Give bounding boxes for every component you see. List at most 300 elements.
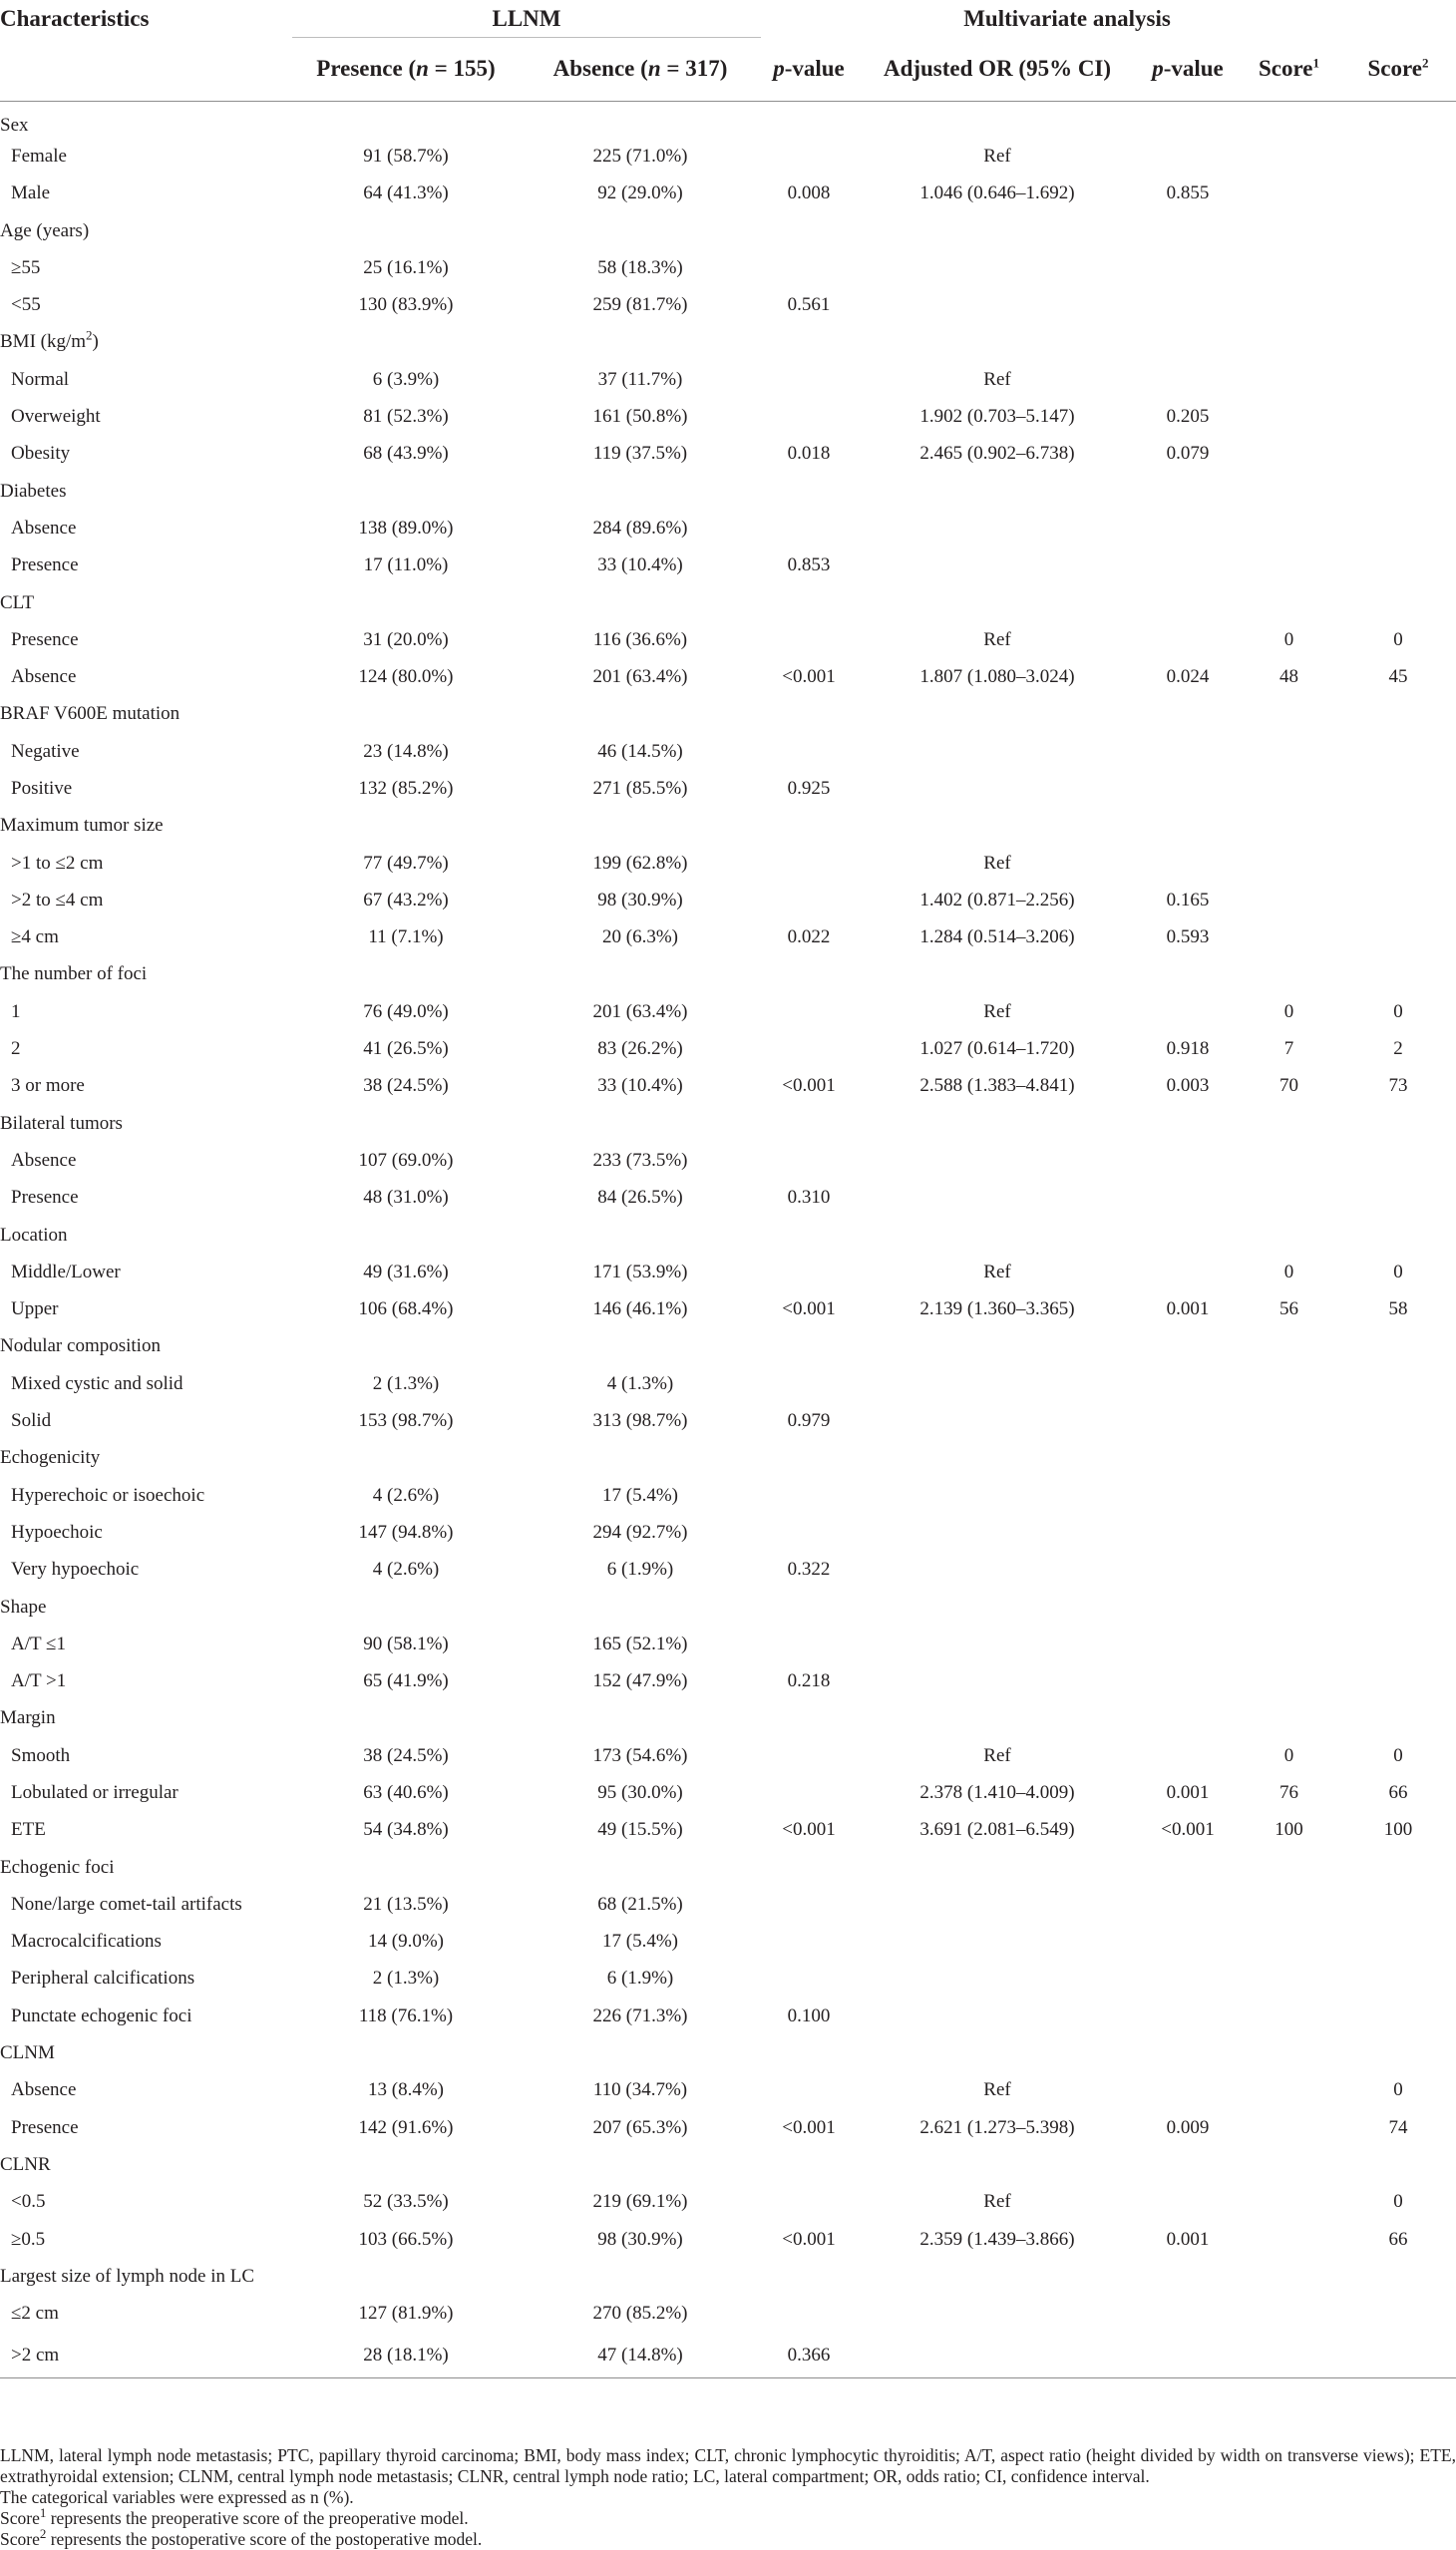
adjusted-or-cell [857, 808, 1138, 845]
category-row [0, 808, 1456, 845]
absence-cell: 233 (73.5%) [592, 1149, 688, 1171]
adjusted-or-cell [857, 212, 1138, 249]
score2-cell [1340, 101, 1456, 138]
score2-cell [1340, 1142, 1456, 1179]
presence-cell: 124 (80.0%) [358, 666, 454, 688]
score2-cell: 0 [1393, 1000, 1403, 1022]
p-value-2-cell [1138, 2333, 1238, 2378]
label-text: Macrocalcifications [11, 1931, 162, 1953]
absence-cell: 219 (69.1%) [592, 2191, 688, 2213]
score2-cell: 73 [1388, 1075, 1408, 1097]
row-label [0, 286, 292, 323]
p-value-2-column-header [1138, 38, 1238, 101]
row-label [0, 1402, 292, 1439]
table-row [0, 2296, 1456, 2333]
presence-cell [292, 808, 520, 845]
label-text: Absence [11, 2079, 77, 2101]
table-row [0, 361, 1456, 398]
category-label [0, 324, 292, 361]
label-text: ETE [11, 1819, 46, 1841]
table-row [0, 770, 1456, 807]
row-label [0, 2296, 292, 2333]
category-label [0, 1700, 292, 1737]
table-row [0, 1924, 1456, 1961]
p-value-2-cell [1138, 956, 1238, 993]
p-value-cell: <0.001 [782, 2116, 836, 2138]
score2-cell [1340, 584, 1456, 621]
p-value-2-cell [1138, 1998, 1238, 2034]
adjusted-or-cell [857, 2296, 1138, 2333]
category-label [0, 1217, 292, 1254]
table-row [0, 286, 1456, 323]
p-value-2-cell [1138, 2072, 1238, 2109]
score2-cell [1340, 1402, 1456, 1439]
score1-cell [1238, 1849, 1340, 1886]
adjusted-or-cell [857, 1105, 1138, 1142]
p-value-2-cell [1138, 621, 1238, 658]
label-text: The number of foci [0, 963, 148, 985]
adjusted-or-cell: Ref [983, 368, 1011, 390]
table-row [0, 547, 1456, 584]
adjusted-or-cell: 2.465 (0.902–6.738) [919, 443, 1075, 465]
label-text: <0.5 [11, 2191, 46, 2213]
adjusted-or-cell [857, 1662, 1138, 1699]
p-value-2-cell [1138, 808, 1238, 845]
p-value-cell [761, 845, 857, 882]
presence-header-n: n [416, 56, 429, 82]
absence-cell: 119 (37.5%) [592, 443, 688, 465]
table-row [0, 1477, 1456, 1514]
adjusted-or-cell: 1.902 (0.703–5.147) [919, 406, 1075, 428]
score2-cell [1340, 2296, 1456, 2333]
p-value-cell [761, 1217, 857, 1254]
row-label [0, 2072, 292, 2109]
row-label [0, 547, 292, 584]
category-label [0, 2034, 292, 2071]
adjusted-or-cell [857, 101, 1138, 138]
score2-cell [1340, 547, 1456, 584]
presence-cell [292, 1440, 520, 1477]
label-text: ≥55 [11, 256, 41, 278]
label-text: Mixed cystic and solid [11, 1372, 183, 1394]
score1-cell [1238, 1365, 1340, 1402]
p-value-2-cell [1138, 584, 1238, 621]
presence-cell: 52 (33.5%) [363, 2191, 449, 2213]
row-label [0, 1774, 292, 1811]
p-value-cell [761, 2184, 857, 2221]
score2-cell [1340, 1328, 1456, 1365]
p-value-2-cell [1138, 696, 1238, 733]
score1-cell: 76 [1279, 1782, 1299, 1803]
adjusted-or-cell [857, 1589, 1138, 1626]
score1-cell [1238, 1626, 1340, 1662]
adjusted-or-cell [857, 1142, 1138, 1179]
llnm-group-label: LLNM [492, 6, 561, 31]
score2-cell [1340, 1552, 1456, 1589]
absence-cell: 95 (30.0%) [597, 1782, 683, 1803]
table-row [0, 1365, 1456, 1402]
p-value-cell [761, 2296, 857, 2333]
score2-cell [1340, 510, 1456, 546]
table-row [0, 993, 1456, 1030]
p-value-cell [761, 1477, 857, 1514]
adjusted-or-cell: 1.284 (0.514–3.206) [919, 926, 1075, 948]
label-text: 1 [11, 1000, 21, 1022]
llnm-group-header [292, 0, 761, 38]
score2-sup: 2 [1422, 55, 1429, 71]
label-text: CLNR [0, 2153, 51, 2175]
absence-header-n: n [647, 56, 661, 82]
presence-cell: 2 (1.3%) [372, 1372, 440, 1394]
category-row [0, 1849, 1456, 1886]
row-label [0, 2109, 292, 2146]
presence-cell: 138 (89.0%) [358, 517, 454, 539]
p-value-2-cell: 0.593 [1166, 926, 1210, 948]
score1-cell [1238, 1477, 1340, 1514]
label-text: Hypoechoic [11, 1521, 103, 1543]
score1-cell [1238, 2333, 1340, 2378]
p-value-2-cell: 0.009 [1166, 2116, 1210, 2138]
p-value-cell: 0.018 [787, 443, 831, 465]
score1-cell [1238, 249, 1340, 286]
table-row [0, 1812, 1456, 1849]
p-value-2-cell [1138, 2258, 1238, 2295]
p-value-2-cell [1138, 1365, 1238, 1402]
label-text: 3 or more [11, 1075, 85, 1097]
row-label [0, 2221, 292, 2258]
score2-word: Score [1367, 56, 1423, 82]
absence-cell: 199 (62.8%) [592, 852, 688, 874]
table-row [0, 621, 1456, 658]
p-value-2-cell [1138, 2034, 1238, 2071]
label-text: >2 to ≤4 cm [11, 889, 104, 911]
label-text: Overweight [11, 406, 101, 428]
presence-cell: 6 (3.9%) [372, 368, 440, 390]
p-value-cell: 0.022 [787, 926, 831, 948]
p-value-2-cell [1138, 770, 1238, 807]
score1-cell [1238, 2296, 1340, 2333]
category-label [0, 473, 292, 510]
presence-cell: 130 (83.9%) [358, 294, 454, 316]
score1-cell [1238, 1700, 1340, 1737]
absence-cell [520, 1105, 761, 1142]
p-value-2-cell [1138, 1961, 1238, 1998]
p-value-2-cell: 0.001 [1166, 1298, 1210, 1320]
absence-cell: 68 (21.5%) [597, 1893, 683, 1915]
score2-cell: 66 [1388, 1782, 1408, 1803]
score2-cell [1340, 1849, 1456, 1886]
p-value-cell [761, 361, 857, 398]
p-value-2-cell [1138, 2146, 1238, 2183]
category-label [0, 2258, 292, 2295]
presence-cell: 142 (91.6%) [358, 2116, 454, 2138]
presence-cell: 76 (49.0%) [363, 1000, 449, 1022]
label-text: None/large comet-tail artifacts [11, 1893, 242, 1915]
category-label [0, 808, 292, 845]
score2-cell [1340, 1998, 1456, 2034]
label-text: Solid [11, 1410, 52, 1432]
p-value-2-cell [1138, 1737, 1238, 1774]
presence-cell: 64 (41.3%) [363, 182, 449, 204]
table-row [0, 1998, 1456, 2034]
adjusted-or-cell: Ref [983, 1261, 1011, 1282]
label-text: Maximum tumor size [0, 815, 164, 837]
row-label [0, 1254, 292, 1290]
header-row-2 [0, 38, 1456, 101]
p-value-cell: <0.001 [782, 1298, 836, 1320]
p-value-cell [761, 212, 857, 249]
category-row [0, 1328, 1456, 1365]
presence-cell: 28 (18.1%) [292, 2333, 520, 2378]
presence-cell: 41 (26.5%) [363, 1038, 449, 1060]
category-label [0, 1440, 292, 1477]
table-row [0, 1961, 1456, 1998]
score1-cell [1238, 1961, 1340, 1998]
absence-cell: 110 (34.7%) [592, 2079, 688, 2101]
label-text: Lobulated or irregular [11, 1782, 179, 1803]
score1-note-sup: 1 [39, 2505, 47, 2521]
score1-note-text: represents the preoperative score of the preoperative model. [46, 2508, 469, 2528]
absence-cell: 271 (85.5%) [592, 777, 688, 799]
table-row [0, 1737, 1456, 1774]
label-text: Absence [11, 666, 77, 688]
label-text: Negative [11, 740, 80, 762]
adjusted-or-cell: 2.139 (1.360–3.365) [919, 1298, 1075, 1320]
presence-cell [292, 1700, 520, 1737]
absence-cell: 294 (92.7%) [592, 1521, 688, 1543]
p-value-cell [761, 993, 857, 1030]
row-label [0, 1737, 292, 1774]
row-label [0, 882, 292, 918]
category-label [0, 956, 292, 993]
p-value-2-cell [1138, 1328, 1238, 1365]
p-value-cell [761, 1030, 857, 1067]
label-text: Very hypoechoic [11, 1559, 140, 1581]
category-label [0, 101, 292, 138]
p-value-cell [761, 1440, 857, 1477]
category-row [0, 956, 1456, 993]
score2-cell [1340, 1514, 1456, 1551]
adjusted-or-cell [857, 2146, 1138, 2183]
label-text: Absence [11, 1149, 77, 1171]
p-value-2-cell [1138, 1105, 1238, 1142]
absence-cell: 201 (63.4%) [592, 666, 688, 688]
category-row [0, 1589, 1456, 1626]
adjusted-or-column-header: Adjusted OR (95% CI) [857, 38, 1138, 101]
absence-cell: 161 (50.8%) [592, 406, 688, 428]
score2-cell [1340, 249, 1456, 286]
absence-cell: 270 (85.2%) [592, 2303, 688, 2325]
multivariate-group-header: Multivariate analysis [963, 6, 1171, 31]
absence-cell: 37 (11.7%) [597, 368, 683, 390]
categorical-note: The categorical variables were expressed as n (%). [0, 2487, 354, 2507]
category-row [0, 1105, 1456, 1142]
label-text: Absence [11, 517, 77, 539]
label-text: >2 cm [11, 2344, 60, 2366]
score2-cell [1340, 2333, 1456, 2378]
score1-cell [1238, 547, 1340, 584]
score1-cell [1238, 1217, 1340, 1254]
row-label [0, 993, 292, 1030]
label-text: A/T ≤1 [11, 1633, 66, 1654]
label-text: Smooth [11, 1744, 71, 1766]
score1-cell [1238, 956, 1340, 993]
adjusted-or-cell [857, 1961, 1138, 1998]
p-value-2-cell [1138, 1700, 1238, 1737]
row-label [0, 1068, 292, 1105]
score2-cell [1340, 1886, 1456, 1923]
adjusted-or-cell [857, 1477, 1138, 1514]
p-value-cell [761, 1105, 857, 1142]
score1-cell [1238, 2109, 1340, 2146]
score1-cell [1238, 2072, 1340, 2109]
absence-cell: 116 (36.6%) [592, 628, 688, 650]
score2-cell [1340, 2034, 1456, 2071]
adjusted-or-cell [857, 249, 1138, 286]
presence-cell: 65 (41.9%) [363, 1670, 449, 1692]
presence-cell [292, 2258, 520, 2295]
p-value-2-cell [1138, 510, 1238, 546]
category-label [0, 1328, 292, 1365]
score1-column-header [1238, 38, 1340, 101]
label-text: Diabetes [0, 480, 67, 502]
presence-cell: 38 (24.5%) [363, 1075, 449, 1097]
p-value-2-cell [1138, 1589, 1238, 1626]
p-value-2-cell [1138, 2296, 1238, 2333]
adjusted-or-cell [857, 1552, 1138, 1589]
score2-column-header [1340, 38, 1456, 101]
absence-cell [520, 473, 761, 510]
label-text: Sex [0, 114, 29, 136]
presence-cell [292, 956, 520, 993]
p-value-2-cell [1138, 473, 1238, 510]
score1-cell [1238, 696, 1340, 733]
score2-cell: 58 [1388, 1298, 1408, 1320]
p-value-cell [761, 2072, 857, 2109]
absence-column-header [520, 38, 761, 101]
score2-cell: 74 [1388, 2116, 1408, 2138]
absence-cell [520, 2034, 761, 2071]
p-value-cell [761, 882, 857, 918]
category-row [0, 696, 1456, 733]
score1-cell [1238, 1589, 1340, 1626]
adjusted-or-cell: 3.691 (2.081–6.549) [919, 1819, 1075, 1841]
row-label [0, 1886, 292, 1923]
absence-cell [520, 2258, 761, 2295]
category-label [0, 1849, 292, 1886]
score2-cell [1340, 1626, 1456, 1662]
label-text: Presence [11, 554, 79, 576]
p-value-cell [761, 1589, 857, 1626]
p-value-cell [761, 1961, 857, 1998]
table-row [0, 1030, 1456, 1067]
label-text: Nodular composition [0, 1335, 161, 1357]
absence-cell [520, 956, 761, 993]
presence-cell [292, 473, 520, 510]
score1-cell: 0 [1283, 1261, 1294, 1282]
score2-cell [1340, 2258, 1456, 2295]
p-value-cell [761, 1626, 857, 1662]
label-text: <55 [11, 294, 41, 316]
presence-cell: 23 (14.8%) [363, 740, 449, 762]
score2-cell: 0 [1393, 2191, 1403, 2213]
presence-cell: 77 (49.7%) [363, 852, 449, 874]
p-value-cell: 0.008 [787, 182, 831, 204]
score2-cell: 66 [1388, 2228, 1408, 2250]
presence-cell: 25 (16.1%) [363, 256, 449, 278]
adjusted-or-cell: 1.402 (0.871–2.256) [919, 889, 1075, 911]
score1-cell [1238, 1105, 1340, 1142]
table-body [0, 101, 1456, 2378]
score1-cell: 56 [1279, 1298, 1299, 1320]
score2-cell [1340, 1700, 1456, 1737]
label-text: Echogenic foci [0, 1856, 115, 1878]
table-row [0, 1180, 1456, 1217]
p-value-2-cell [1138, 324, 1238, 361]
table-row [0, 919, 1456, 956]
presence-cell [292, 1217, 520, 1254]
score2-cell: 0 [1393, 2079, 1403, 2101]
absence-header-prefix: Absence ( [552, 56, 648, 82]
absence-cell: 46 (14.5%) [597, 740, 683, 762]
adjusted-or-cell [857, 770, 1138, 807]
table-row [0, 1254, 1456, 1290]
row-label [0, 398, 292, 435]
p-value-cell: <0.001 [782, 1819, 836, 1841]
score1-note-word: Score [0, 2508, 40, 2528]
adjusted-or-cell: 2.359 (1.439–3.866) [919, 2228, 1075, 2250]
absence-cell: 49 (15.5%) [597, 1819, 683, 1841]
presence-cell: 63 (40.6%) [363, 1782, 449, 1803]
score1-cell [1238, 436, 1340, 473]
presence-cell: 13 (8.4%) [368, 2079, 444, 2101]
adjusted-or-cell [857, 1514, 1138, 1551]
absence-cell: 98 (30.9%) [597, 2228, 683, 2250]
table-row [0, 1291, 1456, 1328]
presence-cell [292, 1328, 520, 1365]
p-value-cell: 0.218 [787, 1670, 831, 1692]
header-row-1 [0, 0, 1456, 38]
presence-column-header [292, 38, 520, 101]
p-value-2-cell [1138, 1477, 1238, 1514]
row-label [0, 1552, 292, 1589]
score2-cell [1340, 1961, 1456, 1998]
p-value-cell [761, 1700, 857, 1737]
table-row [0, 2221, 1456, 2258]
absence-cell: 146 (46.1%) [592, 1298, 688, 1320]
presence-cell [292, 2034, 520, 2071]
label-text: Peripheral calcifications [11, 1968, 195, 1990]
absence-cell: 6 (1.9%) [606, 1968, 674, 1990]
p-value-cell: 0.979 [787, 1410, 831, 1432]
presence-cell: 38 (24.5%) [363, 1744, 449, 1766]
p-value-cell [761, 324, 857, 361]
score2-cell [1340, 324, 1456, 361]
score1-cell [1238, 1328, 1340, 1365]
score1-cell [1238, 2034, 1340, 2071]
p-value-cell [761, 510, 857, 546]
table-row [0, 1662, 1456, 1699]
p-value-cell [761, 1774, 857, 1811]
adjusted-or-cell [857, 1365, 1138, 1402]
score2-cell: 0 [1393, 628, 1403, 650]
p-value-cell [761, 138, 857, 175]
p-value-cell [761, 473, 857, 510]
p-value-cell [761, 249, 857, 286]
row-label [0, 1291, 292, 1328]
p-value-2-cell [1138, 1552, 1238, 1589]
row-label [0, 138, 292, 175]
